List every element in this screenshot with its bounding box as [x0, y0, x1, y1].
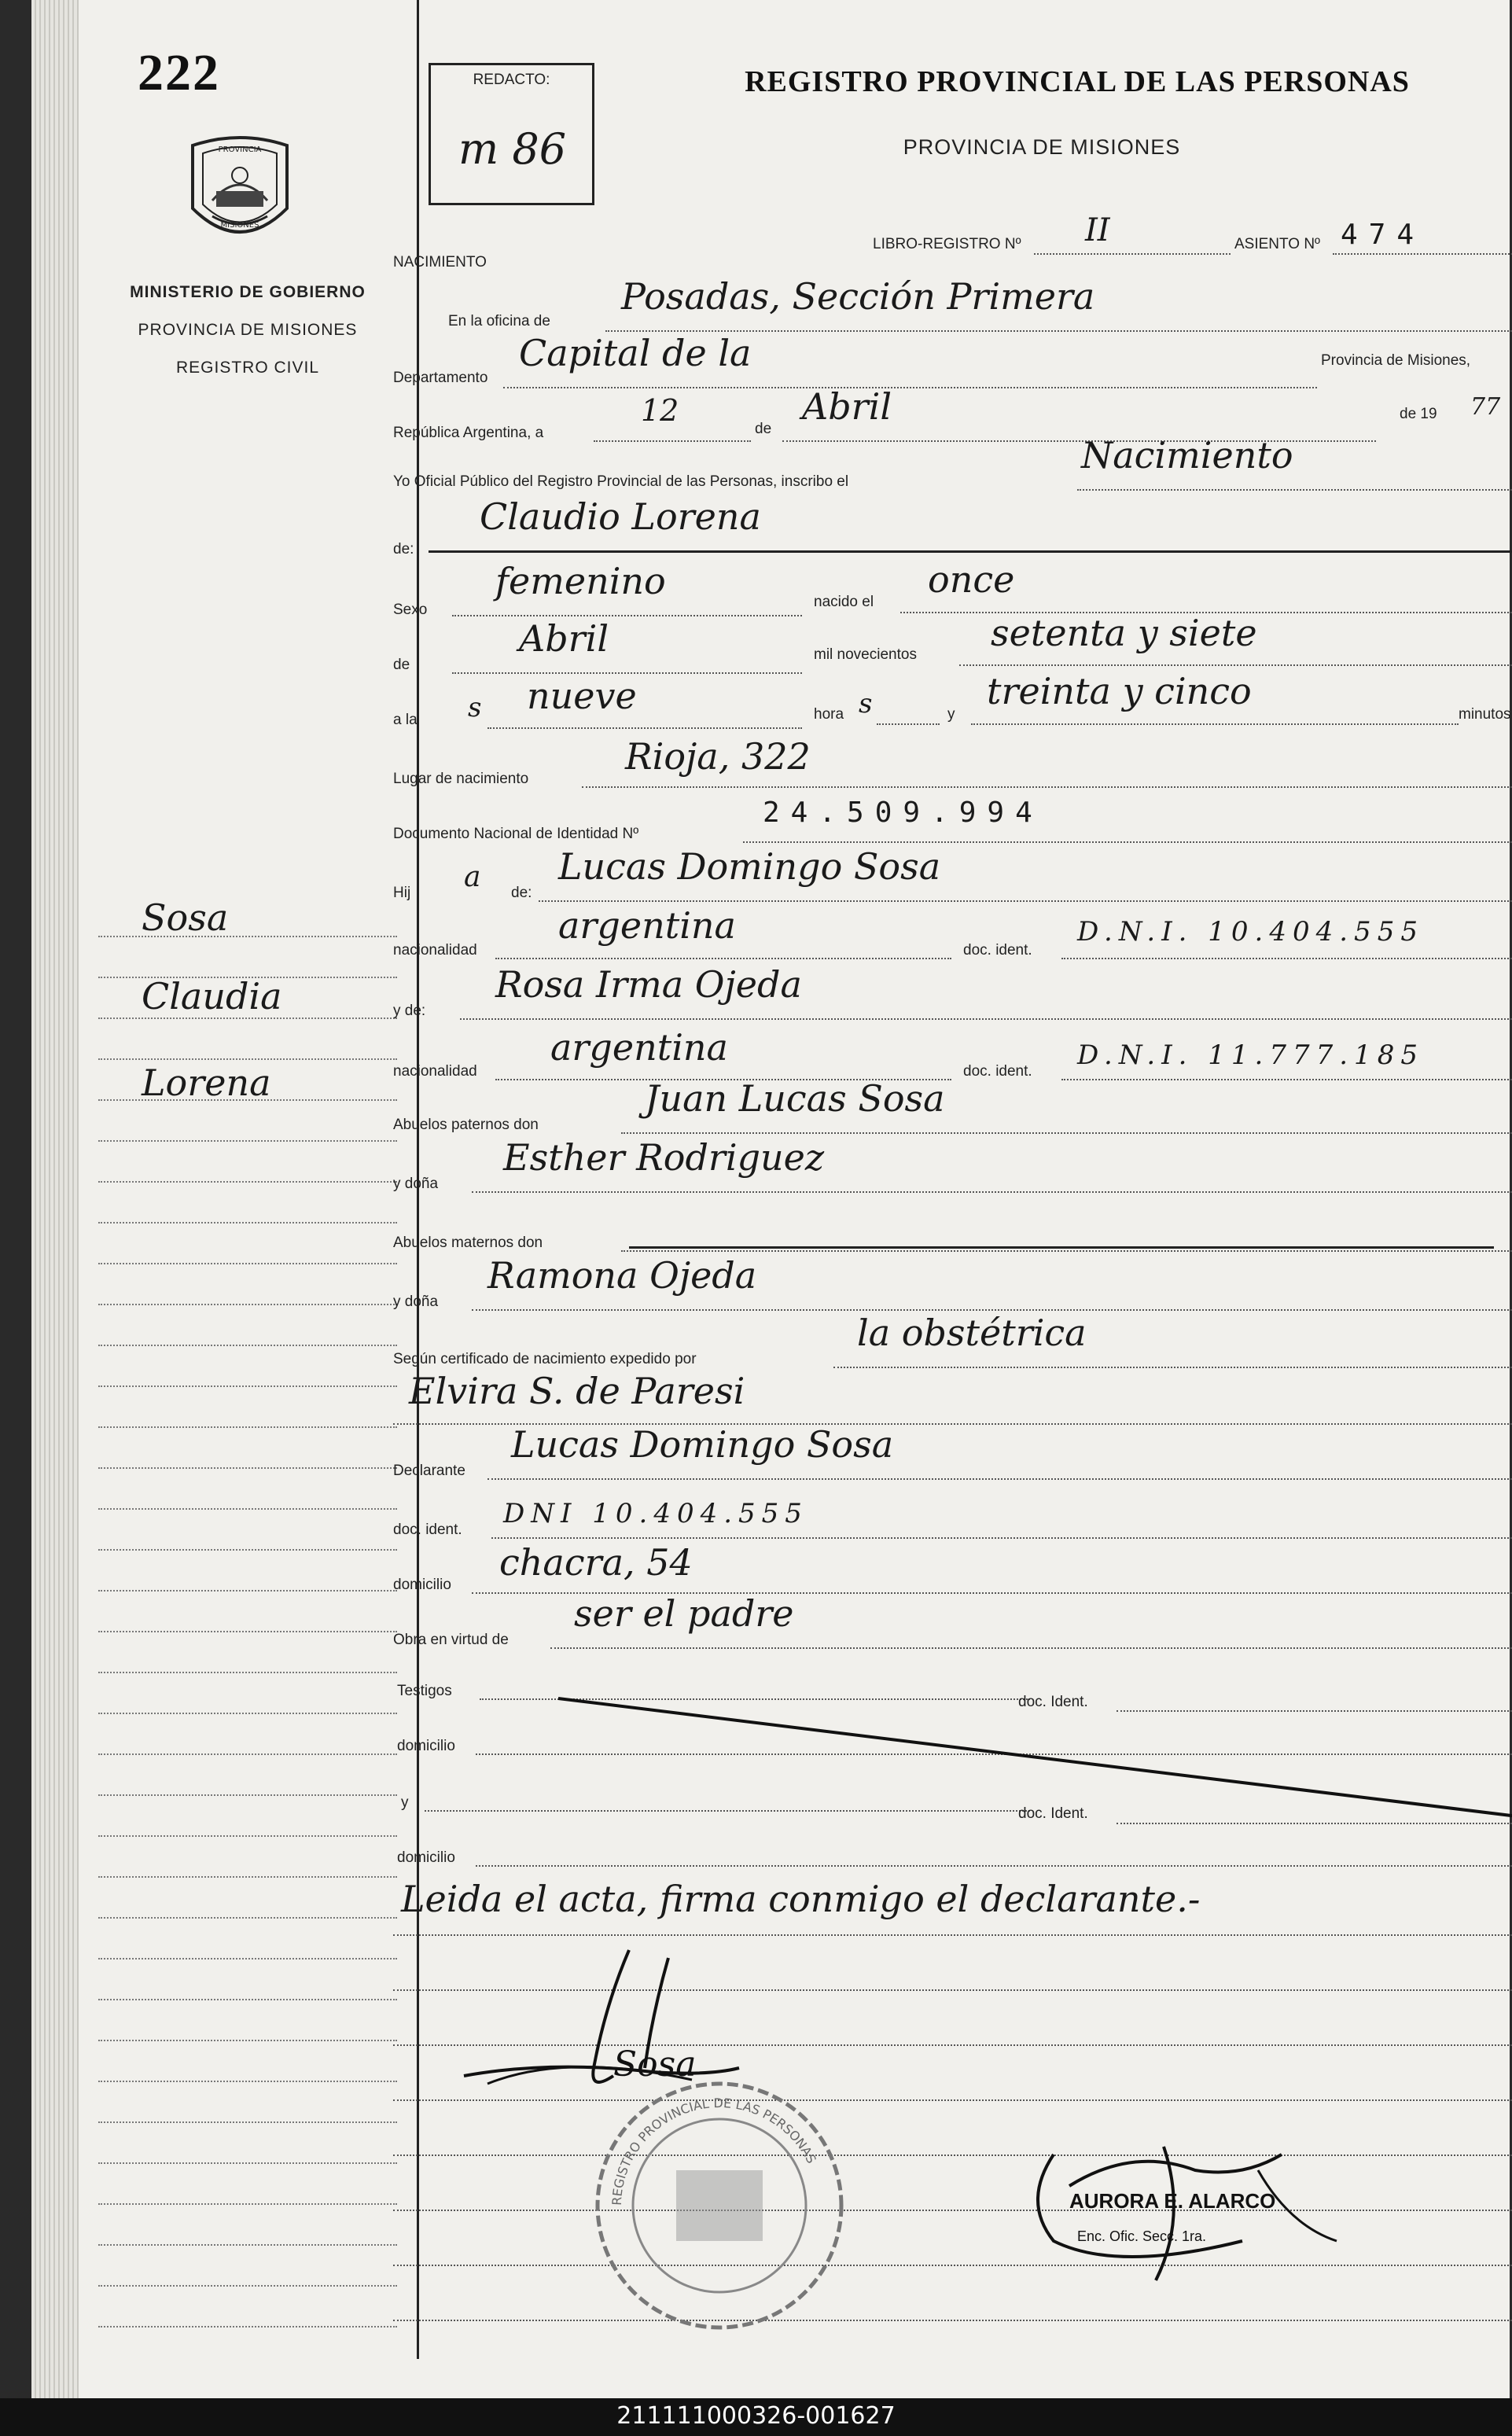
margin-ruled-line — [98, 1304, 397, 1305]
acto-value: Nacimiento — [1081, 434, 1293, 477]
margin-ruled-line — [98, 1222, 397, 1224]
margin-ruled-line — [98, 1753, 397, 1755]
margin-ruled-line — [98, 2285, 397, 2287]
testigos-label: Testigos — [397, 1683, 452, 1699]
lugar-label: Lugar de nacimiento — [393, 771, 529, 787]
svg-text:PROVINCIA: PROVINCIA — [218, 145, 262, 154]
libro-value: II — [1085, 212, 1110, 248]
republica-label: República Argentina, a — [393, 425, 544, 441]
margin-ruled-line — [98, 2121, 397, 2123]
nac-madre-label: nacionalidad — [393, 1063, 477, 1080]
minutos-value: treinta y cinco — [987, 670, 1252, 712]
departamento-value: Capital de la — [519, 332, 752, 374]
dni-value: 24.509.994 — [763, 797, 1043, 829]
a-la-label: a la — [393, 712, 418, 728]
declarante-value: Lucas Domingo Sosa — [511, 1423, 894, 1466]
redacto-label: REDACTO: — [473, 72, 550, 88]
mil-label: mil novecientos — [814, 646, 917, 663]
ministry-line: MINISTERIO DE GOBIERNO — [130, 283, 366, 301]
domicilio-label: domicilio — [393, 1577, 451, 1593]
official-title-text: Enc. Ofic. Secc. 1ra. — [1077, 2228, 1207, 2244]
y-dona-label: y doña — [393, 1176, 439, 1192]
y-label: y — [947, 706, 955, 723]
svg-text:MISIONES: MISIONES — [220, 221, 259, 230]
closing-text: Leida el acta, firma conmigo el declarante.- — [401, 1878, 1201, 1920]
margin-ruled-line — [98, 1999, 397, 2000]
horas-label: hora — [814, 706, 844, 723]
sexo-value: femenino — [495, 560, 666, 602]
abuelos-pat-label: Abuelos paternos don — [393, 1117, 539, 1133]
margin-surname: Sosa — [142, 896, 229, 939]
margin-ruled-line — [98, 1672, 397, 1673]
abuelo-mat-crossed-line — [629, 1246, 1494, 1249]
sexo-label: Sexo — [393, 602, 428, 618]
abuela-pat-value: Esther Rodriguez — [503, 1136, 825, 1179]
certificado-value: la obstétrica — [857, 1312, 1087, 1354]
abuelo-pat-value: Juan Lucas Sosa — [645, 1077, 945, 1120]
margin-firstname: Claudia — [142, 975, 282, 1017]
day-value: 12 — [641, 393, 679, 428]
de-label: de — [755, 421, 772, 437]
image-caption: 211111000326-001627 — [616, 2402, 896, 2430]
de-month-label: de — [393, 657, 410, 673]
margin-ruled-line — [98, 2203, 397, 2205]
year-label: de 19 — [1400, 406, 1437, 422]
record-type-label: NACIMIENTO — [393, 254, 487, 270]
oficina-value: Posadas, Sección Primera — [621, 275, 1095, 318]
margin-ruled-line — [98, 1713, 397, 1714]
ministry-line: PROVINCIA DE MISIONES — [138, 321, 358, 339]
plural-s-value: s — [468, 692, 482, 723]
margin-ruled-line — [98, 2326, 397, 2327]
ministry-block — [79, 274, 417, 387]
margin-ruled-line — [98, 1058, 397, 1060]
testigos-strike-line — [550, 1691, 1512, 1832]
doc-ident-testigo2-label: doc. Ident. — [1018, 1805, 1088, 1822]
margin-ruled-line — [98, 1140, 397, 1142]
lugar-value: Rioja, 322 — [625, 735, 811, 778]
madre-value: Rosa Irma Ojeda — [495, 963, 802, 1006]
margin-ruled-line — [98, 1590, 397, 1591]
hora-value: nueve — [527, 675, 637, 717]
margin-ruled-line — [98, 1508, 397, 1510]
month-value: Abril — [802, 385, 892, 428]
hij-label: Hij — [393, 885, 411, 901]
y-testigo-label: y — [401, 1794, 409, 1811]
dni-label: Documento Nacional de Identidad Nº — [393, 826, 639, 842]
asiento-value: 474 — [1341, 219, 1426, 251]
y-de-label: y de: — [393, 1003, 426, 1019]
official-name-text: AURORA E. ALARCO — [1069, 2189, 1276, 2213]
nacido-value: once — [928, 558, 1015, 601]
minutos-label: minutos — [1459, 706, 1511, 723]
nombre-value: Claudio Lorena — [480, 495, 761, 538]
margin-ruled-line — [98, 1467, 397, 1469]
y-dona-mat-label: y doña — [393, 1293, 439, 1310]
registry-subtitle: PROVINCIA DE MISIONES — [903, 135, 1181, 159]
margin-ruled-line — [98, 1835, 397, 1837]
ministry-line: REGISTRO CIVIL — [175, 359, 320, 377]
doc-decl-label: doc. ident. — [393, 1522, 462, 1538]
margin-ruled-line — [98, 1017, 397, 1019]
obra-label: Obra en virtud de — [393, 1632, 509, 1648]
doc-madre-value: D.N.I. 11.777.185 — [1077, 1040, 1424, 1071]
margin-ruled-line — [98, 1917, 397, 1919]
anio-nac-value: setenta y siete — [991, 612, 1257, 654]
margin-ruled-line — [98, 1631, 397, 1632]
asiento-label: ASIENTO Nº — [1234, 236, 1320, 252]
redacto-box — [429, 63, 594, 205]
margin-ruled-line — [98, 1958, 397, 1959]
domicilio-testigo-label: domicilio — [397, 1738, 455, 1754]
hij-de-label: de: — [511, 885, 532, 901]
libro-label: LIBRO-REGISTRO Nº — [873, 236, 1021, 252]
nac-padre-label: nacionalidad — [393, 942, 477, 959]
provincia-suffix: Provincia de Misiones, — [1321, 352, 1471, 369]
margin-ruled-line — [98, 1385, 397, 1387]
signature-text: Sosa — [613, 2044, 697, 2085]
margin-ruled-line — [98, 1426, 397, 1428]
redacto-value: m 86 — [458, 124, 567, 174]
oficina-label: En la oficina de — [448, 313, 550, 329]
abuela-mat-value: Ramona Ojeda — [487, 1254, 757, 1297]
margin-ruled-line — [98, 1345, 397, 1346]
declarante-label: Declarante — [393, 1463, 465, 1479]
hij-a-value: a — [464, 861, 481, 893]
certificado-label: Según certificado de nacimiento expedido por — [393, 1351, 697, 1367]
page-edges — [31, 0, 79, 2398]
doc-decl-value: DNI 10.404.555 — [503, 1498, 808, 1529]
official-signature — [1006, 2123, 1368, 2304]
provincial-seal-icon — [181, 130, 299, 256]
certificado-value-2: Elvira S. de Paresi — [409, 1370, 745, 1412]
domicilio-value: chacra, 54 — [499, 1541, 693, 1584]
body-ruled-line — [393, 2320, 1512, 2321]
margin-ruled-line — [98, 2040, 397, 2041]
official-stamp — [590, 2076, 849, 2335]
margin-ruled-line — [98, 2244, 397, 2246]
margin-ruled-line — [98, 1181, 397, 1183]
year-value: 77 — [1470, 393, 1501, 421]
de-name-label: de: — [393, 541, 414, 557]
margin-ruled-line — [98, 2081, 397, 2082]
plural-s-value-2: s — [859, 688, 873, 719]
margin-ruled-line — [98, 2162, 397, 2164]
svg-text:REGISTRO PROVINCIAL DE LAS PER: REGISTRO PROVINCIAL DE LAS PERSONAS — [609, 2095, 819, 2206]
nac-madre-value: argentina — [550, 1026, 728, 1069]
mes-nac-value: Abril — [519, 617, 609, 660]
domicilio-testigo2-label: domicilio — [397, 1849, 455, 1866]
oficial-label: Yo Oficial Público del Registro Provincial de las Personas, inscribo el — [393, 473, 849, 490]
obra-value: ser el padre — [574, 1592, 794, 1635]
doc-madre-label: doc. ident. — [963, 1063, 1032, 1080]
document-page — [31, 0, 1510, 2398]
registry-title: REGISTRO PROVINCIAL DE LAS PERSONAS — [745, 65, 1410, 98]
abuelos-mat-label: Abuelos maternos don — [393, 1235, 543, 1251]
margin-middlename: Lorena — [142, 1062, 271, 1104]
doc-padre-value: D.N.I. 10.404.555 — [1077, 916, 1424, 948]
nac-padre-value: argentina — [558, 904, 736, 947]
margin-ruled-line — [98, 1876, 397, 1878]
margin-ruled-line — [98, 1549, 397, 1551]
margin-ruled-line — [98, 1263, 397, 1264]
padre-value: Lucas Domingo Sosa — [558, 845, 941, 888]
margin-ruled-line — [98, 1794, 397, 1796]
doc-padre-label: doc. ident. — [963, 942, 1032, 959]
page-number: 222 — [138, 44, 220, 101]
departamento-label: Departamento — [393, 370, 488, 386]
doc-ident-testigo-label: doc. Ident. — [1018, 1694, 1088, 1710]
nacido-label: nacido el — [814, 594, 874, 610]
